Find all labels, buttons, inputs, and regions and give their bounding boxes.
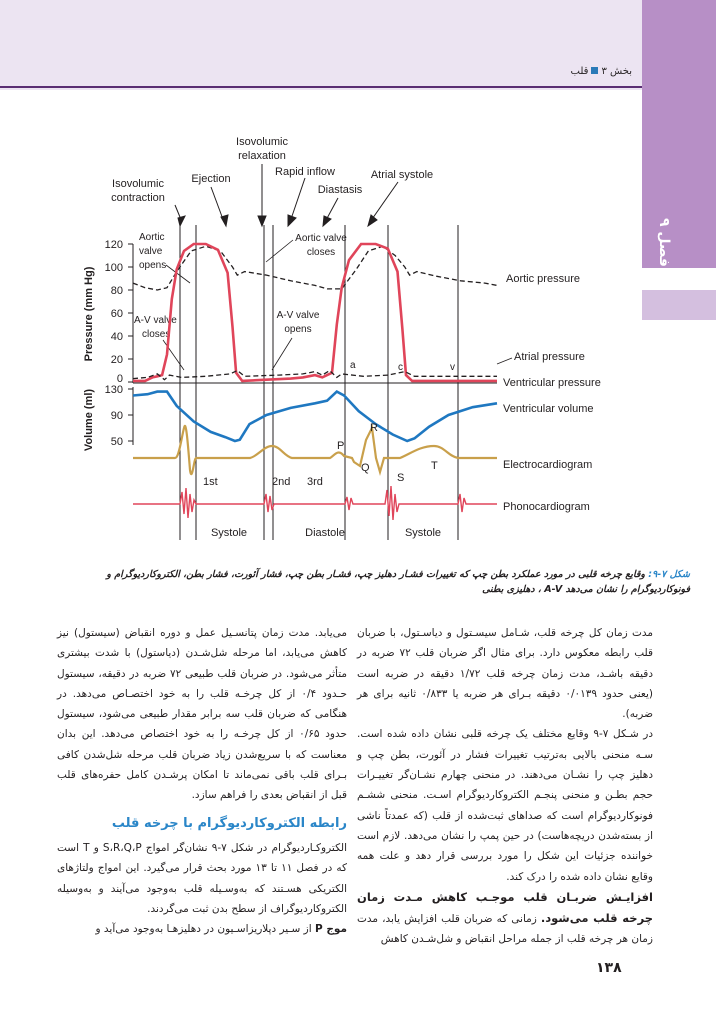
legend-ventricular-pressure: Ventricular pressure	[503, 377, 601, 389]
paragraph-text: از سـیر دپلاریزاسـیون در دهلیزهـا به‌وجود می‌آید و	[95, 923, 315, 936]
legend-electrocardiogram: Electrocardiogram	[503, 459, 593, 471]
pressure-axis-title: Pressure (mm Hg)	[83, 266, 95, 362]
annotation-label: opens	[284, 324, 312, 335]
period-label: Diastole	[305, 527, 345, 539]
annotation-label: A-V valve	[134, 315, 177, 326]
paragraph: الکتروکـاردیوگرام در شکل ۷-۹ نشان‌گر امواج S،R،Q،P و T است که در فصل ۱۱ تا ۱۳ مورد بحث قرار می‌گیرد. این امواج ولتاژهای الکتریکی هسـتند که به‌وسـیله قلب به‌وجود می‌آیند و به‌وسیله الکتروکاردیوگراف از سطح بدن ثبت می‌گردند.	[57, 841, 347, 915]
wave-label: c	[398, 362, 403, 373]
volume-tick-label: 50	[110, 436, 123, 448]
annotation-label: opens	[139, 260, 167, 271]
pressure-tick-label: 80	[110, 285, 123, 297]
section-marker-icon	[591, 67, 598, 74]
pressure-tick-label: 60	[110, 308, 123, 320]
period-label: Systole	[210, 527, 248, 539]
header-rule	[0, 86, 642, 88]
caption-text: وقایع چرخه قلبی در مورد عملکرد بطن چپ که تغییرات فشـار دهلیز چپ، فشـار بطن چپ، فشار آئورت، فشار بطن، الکتروکاردیوگرام و فونوکاردیوگرام را نشان می‌دهد A-V ، دهلیزی بطنی	[106, 569, 690, 595]
annotation-label: closes	[142, 329, 171, 340]
phase-label: Atrial systole	[370, 169, 434, 181]
annotation-leader	[272, 338, 292, 370]
paragraph: می‌یابد. مدت زمان پتانسـیل عمل و دوره انقباض (سیستول) نیز کاهش می‌یابد، اما مرحله شل‌شـدن (دیاستول) با شدت بیشتری متأثر می‌شود. در ضربان قلب طبیعی ۷۲ ضربه در دقیقه، سیستول حـدود ۰/۴ از کل چرخـه قلب را به خود اختصـاص می‌دهد. در هنگامی که ضربان قلب سه برابر مقدار طبیعی می‌شود، سیستول حدود ۰/۶۵ از کل چرخـه را به خود اختصاص می‌دهد. این بدان معناست که با سریع‌شدن زیاد ضربان قلب مرحله شل‌شدن کافی بـرای قلب باقی نمی‌ماند تا امکان پرشـدن کامل حفره‌های قلب قبل از انقباض بعدی را فراهم سازد.	[57, 627, 347, 802]
section-header	[520, 66, 632, 77]
paragraph: در شـکل ۷-۹ وقایع مختلف یک چرخه قلبی نشان داده شده است. سـه منحنی بالایی به‌ترتیب تغییرات فشار در آئورت، بطن چپ و دهلیز چپ را نشـان می‌دهند. در منحنی چهارم نشـان‌گر تغییـرات حجم بطـن و منحنی پنجـم الکتروکاردیوگرام اسـت. منحنی ششـم فونوکاردیوگرام است که صداهای ثبت‌شده از قلب (که عمدتاً ناشی از بسته‌شدن دریچه‌هاست) در حین پمپ را نشان می‌دهد. لازم است خواننده جزئیات این شکل را مورد بررسی قرار دهد و علت همه وقایع نشان داده شده را درک کند.	[357, 728, 653, 883]
pressure-tick-label: 0	[116, 373, 123, 385]
ecg-trace	[133, 426, 497, 474]
annotation-leader	[266, 240, 293, 262]
phase-label: Isovolumic	[236, 136, 288, 148]
phase-label: Isovolumic	[112, 178, 164, 190]
phase-label: Diastasis	[317, 184, 363, 196]
pressure-tick-label: 40	[110, 331, 123, 343]
legend-ventricular-volume: Ventricular volume	[503, 403, 594, 415]
ecg-wave-label: T	[431, 460, 438, 472]
chapter-tab-label: فصل ۹	[656, 218, 672, 267]
annotation-label: Aortic valve	[295, 233, 347, 244]
subheading: رابطه الکتروکاردیوگرام با چرخه قلب	[111, 815, 347, 831]
pressure-ticks	[128, 244, 133, 382]
paragraph	[357, 887, 653, 950]
cardiac-cycle-figure	[0, 130, 716, 565]
volume-tick-label: 90	[110, 410, 123, 422]
paragraph-text: زمانی که ضربان قلب افزایش یابد، مدت زمان هر چرخه قلب از جمله مراحل انقباض و شل‌شـدن کاهش	[357, 913, 653, 946]
page-number: ۱۳۸	[596, 960, 622, 976]
chart-series	[133, 244, 497, 441]
ecg-wave-label: P	[337, 440, 345, 452]
volume-tick-label: 130	[104, 384, 123, 396]
annotation-label: valve	[139, 246, 163, 257]
legend-aortic-pressure: Aortic pressure	[506, 273, 580, 285]
pressure-tick-label: 100	[104, 262, 123, 274]
wave-label: v	[450, 362, 455, 373]
legend-leader	[497, 358, 512, 364]
ecg-wave-label: R	[370, 422, 378, 434]
phase-label: Ejection	[191, 173, 231, 185]
paragraph	[57, 919, 347, 939]
ecg-wave-label: Q	[361, 462, 370, 474]
figure-caption	[60, 567, 690, 597]
legend-phonocardiogram: Phonocardiogram	[503, 501, 590, 513]
text-column-left	[57, 623, 347, 939]
ecg-wave-label: S	[397, 472, 405, 484]
section-title: قلب	[570, 66, 589, 77]
caption-label: شکل ۷-۹:	[648, 569, 690, 580]
heart-sound-label: 2nd	[272, 476, 291, 488]
wave-label: a	[350, 360, 356, 371]
annotation-label: closes	[306, 247, 336, 258]
pressure-tick-label: 120	[104, 239, 123, 251]
volume-ticks	[128, 389, 133, 441]
period-label: Systole	[404, 527, 442, 539]
volume-axis-title: Volume (ml)	[83, 388, 95, 452]
paragraph: مدت زمان کل چرخه قلب، شـامل سیسـتول و دیاسـتول، با ضربان قلب رابطه معکوس دارد. برای مثال اگر ضربان قلب ۷۲ ضربه در دقیقه باشـد، مدت زمان چرخه قلب ۱/۷۲ دقیقه در ضربه است (یعنی حدود ۰/۰۱۳۹ دقیقه بـرای هر ضربه یا ۰/۸۳۳ ثانیه برای هر ضربه).	[357, 627, 654, 721]
inline-heading: افزایـش ضربـان قلب موجـب کاهش مـدت زمان چرخه قلب می‌شود.	[357, 889, 654, 926]
phonocardiogram-trace	[133, 486, 497, 520]
annotation-label: A-V valve	[276, 310, 320, 321]
text-column-right	[357, 623, 653, 950]
phase-label: contraction	[111, 192, 165, 204]
pressure-tick-label: 20	[110, 354, 123, 366]
section-number: بخش ۳	[601, 66, 632, 77]
annotation-label: Aortic	[139, 232, 165, 243]
heart-sound-label: 3rd	[307, 476, 323, 488]
inline-heading: موج P	[314, 923, 347, 936]
heart-sound-label: 1st	[203, 476, 218, 488]
phase-label: relaxation	[238, 150, 286, 162]
legend-atrial-pressure: Atrial pressure	[514, 351, 585, 363]
phase-label: Rapid inflow	[275, 166, 335, 178]
